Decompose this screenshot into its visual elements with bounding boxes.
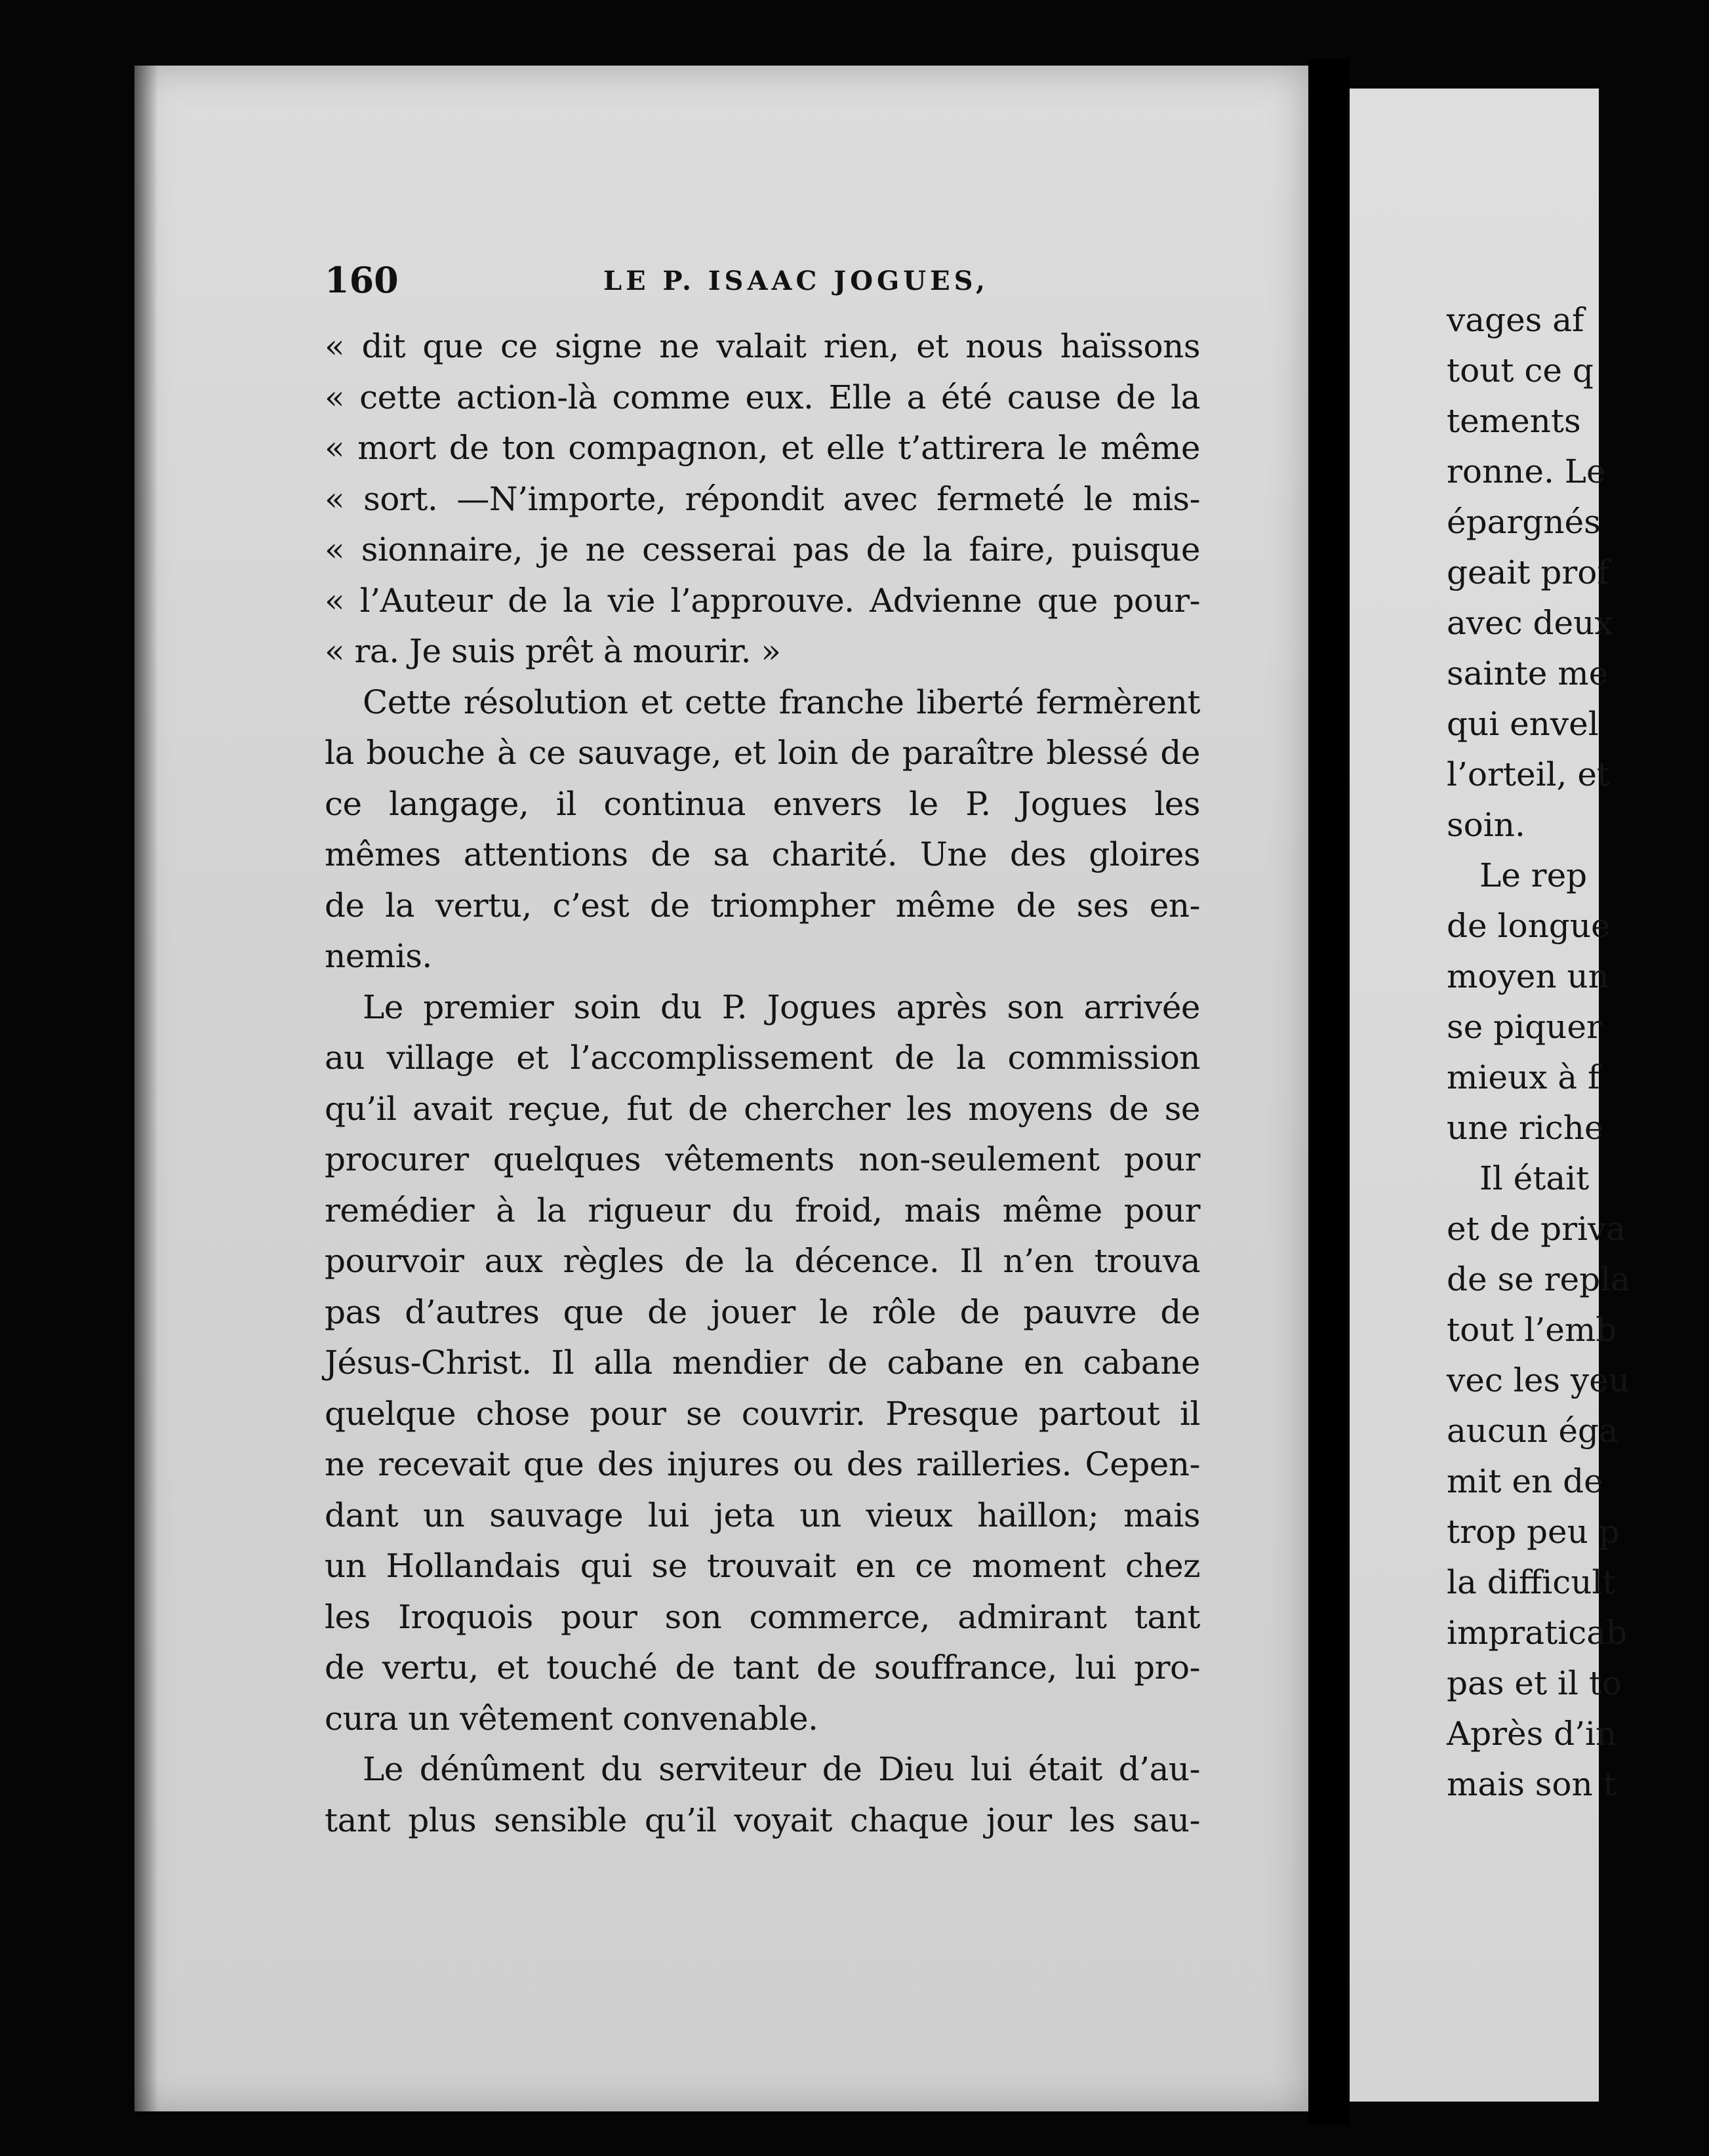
text-line: qui envel — [1447, 705, 1599, 743]
text-line: geait prof — [1447, 553, 1609, 591]
text-line: de longue — [1447, 907, 1611, 945]
text-line: Jésus-Christ. Il alla mendier de cabane en cabane — [325, 1344, 1200, 1382]
text-line: Cette résolution et cette franche liberté fermèrent — [363, 683, 1200, 721]
text-line: se piquer — [1447, 1008, 1602, 1046]
text-line: l’orteil, et — [1447, 755, 1611, 793]
text-line: moyen un — [1447, 957, 1609, 995]
text-line: « dit que ce signe ne valait rien, et nous haïssons — [325, 327, 1200, 365]
text-line: la bouche à ce sauvage, et loin de paraître blessé de — [325, 734, 1200, 772]
right-page-text-column — [1447, 295, 1709, 1810]
text-line: ne recevait que des injures ou des railleries. Cepen- — [325, 1445, 1200, 1483]
text-line: tant plus sensible qu’il voyait chaque jour les sau- — [325, 1801, 1200, 1839]
text-line: nemis. — [325, 937, 432, 975]
text-line: tements — [1447, 402, 1581, 440]
text-line: au village et l’accomplissement de la commission — [325, 1039, 1200, 1077]
text-line: mêmes attentions de sa charité. Une des gloires — [325, 835, 1200, 873]
text-line: mit en de — [1447, 1462, 1603, 1500]
text-line: trop peu p — [1447, 1513, 1620, 1551]
text-line: et de priva — [1447, 1210, 1626, 1248]
text-line: remédier à la rigueur du froid, mais même pour — [325, 1191, 1200, 1229]
text-line: « cette action-là comme eux. Elle a été cause de la — [325, 378, 1200, 416]
text-line: pas d’autres que de jouer le rôle de pauvre de — [325, 1292, 1200, 1331]
text-line: vec les yeu — [1447, 1361, 1630, 1399]
text-line: Il était — [1479, 1159, 1590, 1197]
text-line: épargnés — [1447, 503, 1601, 541]
text-line: de la vertu, c’est de triompher même de ses en- — [325, 886, 1200, 925]
text-line: procurer quelques vêtements non-seulement pour — [325, 1140, 1200, 1178]
text-line: la difficult — [1447, 1563, 1616, 1601]
text-line: vages af — [1447, 301, 1584, 339]
text-line: de vertu, et touché de tant de souffrance, lui pro- — [325, 1648, 1200, 1687]
text-line: mais son t — [1447, 1765, 1617, 1803]
right-book-page — [1350, 89, 1630, 2102]
text-line: pourvoir aux règles de la décence. Il n’en trouva — [325, 1242, 1200, 1280]
text-line: cura un vêtement convenable. — [325, 1699, 818, 1738]
text-line: de se repla — [1447, 1260, 1630, 1298]
text-line: Le rep — [1479, 856, 1588, 894]
book-gutter — [1308, 59, 1350, 2125]
text-line: aucun éga — [1447, 1412, 1619, 1450]
text-line: un Hollandais qui se trouvait en ce moment chez — [325, 1547, 1200, 1585]
text-line: Le dénûment du serviteur de Dieu lui était d’au- — [363, 1750, 1200, 1788]
running-title: LE P. ISAAC JOGUES, — [603, 266, 989, 296]
text-line: « sionnaire, je ne cesserai pas de la faire, puisque — [325, 530, 1200, 569]
text-line: tout ce q — [1447, 351, 1594, 389]
text-line: une riche — [1447, 1109, 1604, 1147]
text-line: « mort de ton compagnon, et elle t’attirera le même — [325, 429, 1200, 467]
page-edge-shadow — [134, 66, 158, 2111]
text-line: les Iroquois pour son commerce, admirant tant — [325, 1597, 1200, 1636]
text-line: ce langage, il continua envers le P. Jogues les — [325, 784, 1200, 823]
text-line: « l’Auteur de la vie l’approuve. Advienne que pour- — [325, 581, 1200, 620]
text-line: quelque chose pour se couvrir. Presque partout il — [325, 1394, 1200, 1433]
running-head — [325, 259, 1203, 318]
text-line: soin. — [1447, 806, 1525, 844]
text-line: dant un sauvage lui jeta un vieux haillon; mais — [325, 1496, 1200, 1534]
text-line: avec deux — [1447, 604, 1613, 642]
text-line: tout l’emb — [1447, 1311, 1617, 1349]
text-line: Le premier soin du P. Jogues après son arrivée — [363, 988, 1200, 1026]
text-line: qu’il avait reçue, fut de chercher les moyens de se — [325, 1089, 1200, 1128]
text-line: ronne. Le — [1447, 452, 1606, 490]
text-line: sainte me — [1447, 654, 1609, 692]
text-line: Après d’in — [1447, 1715, 1617, 1753]
text-line: pas et il to — [1447, 1664, 1622, 1702]
text-line: « sort. —N’importe, répondit avec fermeté le mis- — [325, 479, 1200, 518]
text-line: mieux à f — [1447, 1058, 1600, 1096]
page-number: 160 — [325, 259, 399, 301]
text-line: impraticab — [1447, 1614, 1628, 1652]
left-page-text-column — [325, 321, 1200, 1846]
text-line: « ra. Je suis prêt à mourir. » — [325, 632, 781, 670]
